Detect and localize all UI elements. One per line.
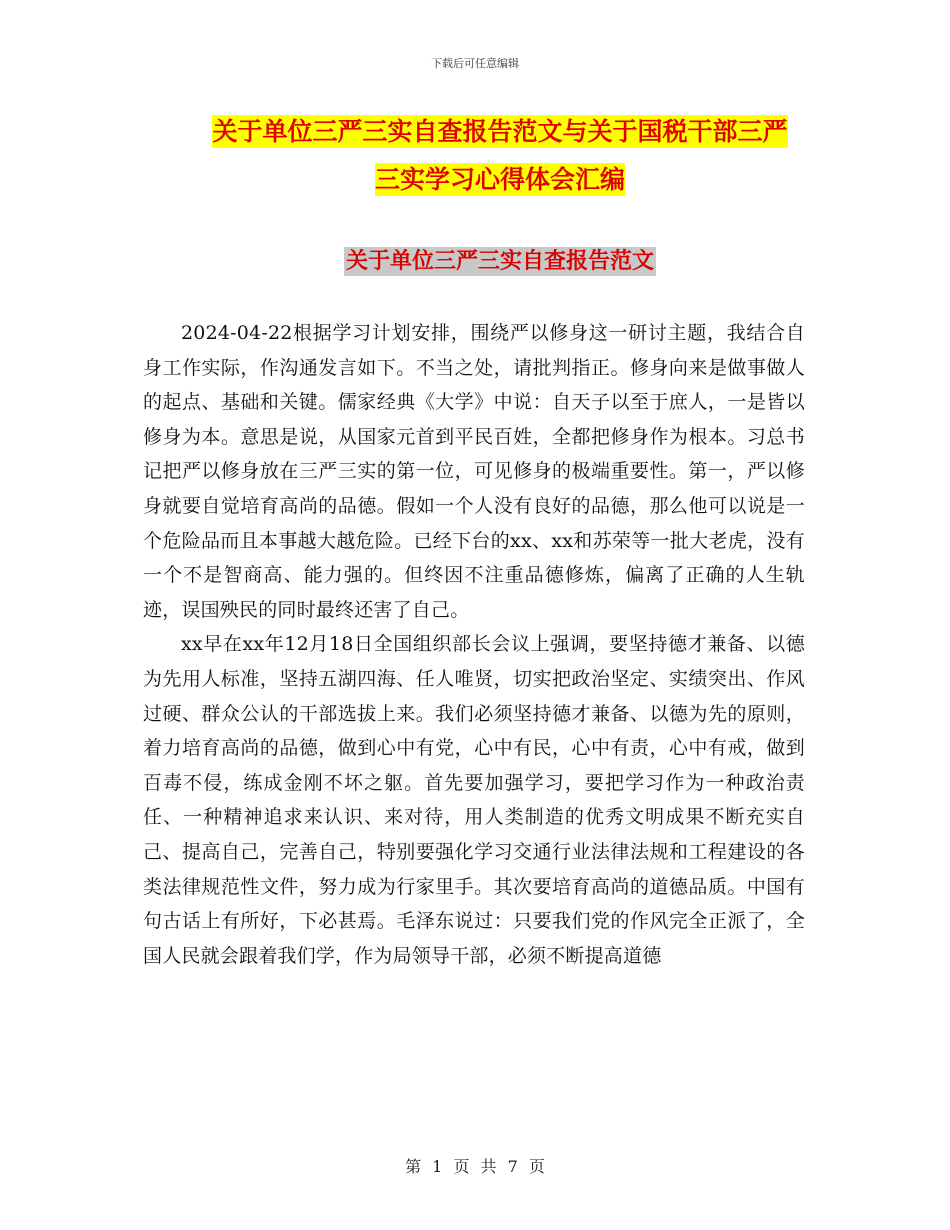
page-indicator: 第 1 页 共 7 页 (405, 1157, 545, 1176)
section-title-wrap (0, 245, 950, 279)
section-title: 关于单位三严三实自查报告范文 (345, 249, 654, 274)
document-title (140, 108, 860, 204)
body-paragraph: xx早在xx年12月18日全国组织部长会议上强调，要坚持德才兼备、以德为先用人标准，坚持五湖四海、任人唯贤，切实把政治坚定、实绩突出、作风过硬、群众公认的干部选拔上来。我们必须坚持德才兼备、以德为先的原则，着力培育高尚的品德，做到心中有党，心中有民，心中有责，心中有戒，做到百毒不侵，练成金刚不坏之躯。首先要加强学习，要把学习作为一种政治责任、一种精神追求来认识、来对待，用人类制造的优秀文明成果不断充实自己、提高自己，完善自己，特别要强化学习交通行业法律法规和工程建设的各类法律规范性文件，努力成为行家里手。其次要培育高尚的道德品质。中国有句古话上有所好，下必甚焉。毛泽东说过：只要我们党的作风完全正派了，全国人民就会跟着我们学，作为局领导干部，必须不断提高道德 (143, 633, 805, 967)
document-title-line-2: 三实学习心得体会汇编 (374, 165, 625, 194)
document-title-line-1: 关于单位三严三实自查报告范文与关于国税干部三严 (212, 117, 788, 146)
document-body (143, 316, 805, 973)
body-paragraph: 2024-04-22根据学习计划安排，围绕严以修身这一研讨主题，我结合自身工作实际，作沟通发言如下。不当之处，请批判指正。修身向来是做事做人的起点、基础和关键。儒家经典《大学》中说：自天子以至于庶人，一是皆以修身为本。意思是说，从国家元首到平民百姓，全都把修身作为根本。习总书记把严以修身放在三严三实的第一位，可见修身的极端重要性。第一，严以修身就要自觉培育高尚的品德。假如一个人没有良好的品德，那么他可以说是一个危险品而且本事越大越危险。已经下台的xx、xx和苏荣等一批大老虎，没有一个不是智商高、能力强的。但终因不注重品德修炼，偏离了正确的人生轨迹，误国殃民的同时最终还害了自己。 (143, 322, 805, 621)
header-note: 下载后可任意编辑 (431, 57, 519, 70)
